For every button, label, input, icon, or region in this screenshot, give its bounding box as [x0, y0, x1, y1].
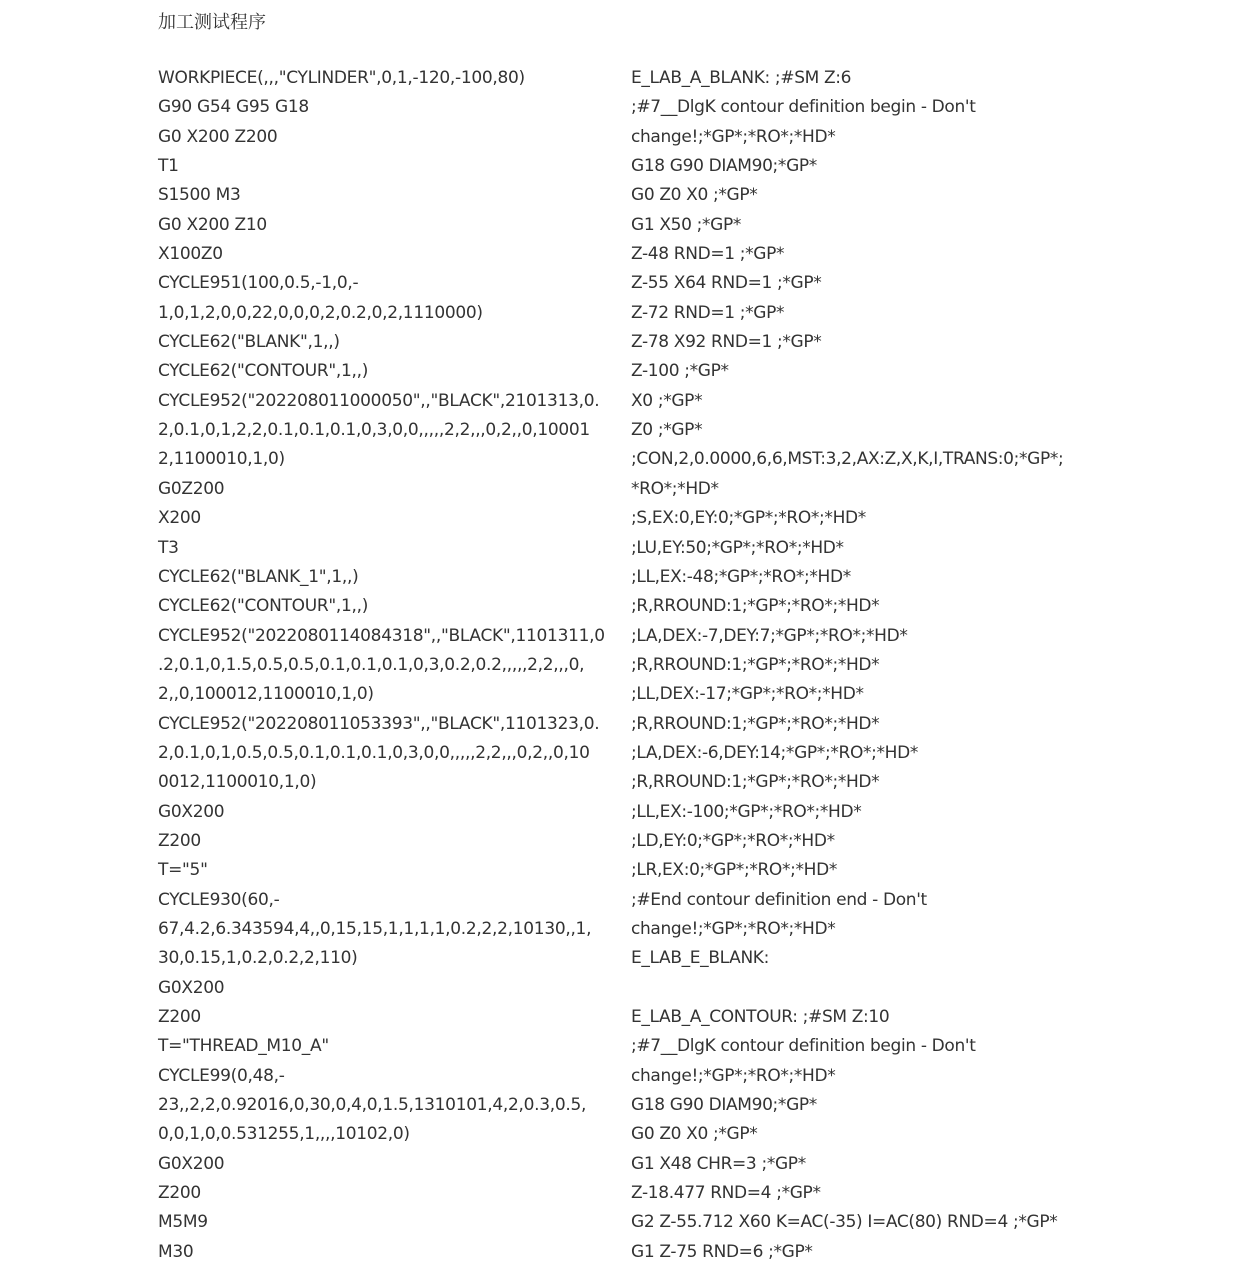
- code-line: 23,,2,2,0.92016,0,30,0,4,0,1.5,1310101,4,2,0.3,0.5,: [158, 1095, 587, 1116]
- code-line: Z-18.477 RND=4 ;*GP*: [631, 1183, 821, 1204]
- code-line: CYCLE62("BLANK_1",1,,): [158, 566, 359, 587]
- code-line: 67,4.2,6.343594,4,,0,15,15,1,1,1,1,0.2,2,2,10130,,1,: [158, 918, 592, 939]
- code-line: ;LR,EX:0;*GP*;*RO*;*HD*: [631, 860, 837, 881]
- code-line: E_LAB_E_BLANK:: [631, 948, 769, 969]
- code-line: ;LA,DEX:-6,DEY:14;*GP*;*RO*;*HD*: [631, 742, 918, 763]
- code-line: ;R,RROUND:1;*GP*;*RO*;*HD*: [631, 596, 880, 617]
- left-code-column: [158, 64, 618, 1267]
- code-line: ;CON,2,0.0000,6,6,MST:3,2,AX:Z,X,K,I,TRANS:0;*GP*;: [631, 449, 1064, 470]
- code-line: ;LL,EX:-100;*GP*;*RO*;*HD*: [631, 801, 862, 822]
- code-line: G90 G54 G95 G18: [158, 97, 309, 118]
- code-line: G0X200: [158, 977, 225, 998]
- code-line: 2,1100010,1,0): [158, 449, 285, 470]
- code-line: Z-100 ;*GP*: [631, 361, 729, 382]
- code-line: ;#7__DlgK contour definition begin - Don't: [631, 1036, 976, 1057]
- code-line: WORKPIECE(,,,"CYLINDER",0,1,-120,-100,80): [158, 68, 525, 88]
- code-line: T1: [158, 156, 179, 177]
- code-line: *RO*;*HD*: [631, 478, 719, 499]
- code-line: ;S,EX:0,EY:0;*GP*;*RO*;*HD*: [631, 508, 866, 529]
- code-line: Z0 ;*GP*: [631, 420, 703, 441]
- right-code-column: [631, 64, 1231, 1267]
- code-line: CYCLE62("CONTOUR",1,,): [158, 361, 369, 382]
- code-line: T="5": [158, 860, 208, 881]
- code-line: 0,0,1,0,0.531255,1,,,,10102,0): [158, 1124, 410, 1145]
- code-line: E_LAB_A_BLANK: ;#SM Z:6: [631, 68, 852, 88]
- code-line: G0 X200 Z200: [158, 126, 278, 147]
- code-line: M5M9: [158, 1212, 208, 1233]
- code-line: CYCLE62("BLANK",1,,): [158, 332, 340, 353]
- code-line: ;R,RROUND:1;*GP*;*RO*;*HD*: [631, 654, 880, 675]
- code-line: G1 Z-75 RND=6 ;*GP*: [631, 1241, 813, 1262]
- code-line: 2,,0,100012,1100010,1,0): [158, 684, 374, 705]
- code-line: ;LL,DEX:-17;*GP*;*RO*;*HD*: [631, 684, 864, 705]
- page-title: 加工测试程序: [158, 12, 266, 33]
- code-line: T="THREAD_M10_A": [158, 1036, 329, 1057]
- code-line: 2,0.1,0,1,2,2,0.1,0.1,0.1,0,3,0,0,,,,,2,2,,,0,2,,0,10001: [158, 420, 590, 441]
- code-line: Z200: [158, 1183, 201, 1204]
- code-line: ;R,RROUND:1;*GP*;*RO*;*HD*: [631, 772, 880, 793]
- code-line: G0X200: [158, 801, 225, 822]
- code-line: .2,0.1,0,1.5,0.5,0.5,0.1,0.1,0.1,0,3,0.2,0.2,,,,,2,2,,,0,: [158, 654, 585, 675]
- code-line: 2,0.1,0,1,0.5,0.5,0.1,0.1,0.1,0,3,0,0,,,,,2,2,,,0,2,,0,10: [158, 742, 590, 763]
- code-line: ;LU,EY:50;*GP*;*RO*;*HD*: [631, 537, 844, 558]
- code-line: G0 Z0 X0 ;*GP*: [631, 185, 758, 206]
- code-line: Z-48 RND=1 ;*GP*: [631, 244, 785, 265]
- code-line: X200: [158, 508, 201, 529]
- code-line: X0 ;*GP*: [631, 390, 703, 411]
- code-line: G18 G90 DIAM90;*GP*: [631, 1095, 817, 1116]
- code-line: [631, 974, 1231, 1003]
- code-line: ;LA,DEX:-7,DEY:7;*GP*;*RO*;*HD*: [631, 625, 908, 646]
- code-line: ;LD,EY:0;*GP*;*RO*;*HD*: [631, 830, 835, 851]
- code-line: G18 G90 DIAM90;*GP*: [631, 156, 817, 177]
- code-line: G2 Z-55.712 X60 K=AC(-35) I=AC(80) RND=4 ;*GP*: [631, 1212, 1058, 1233]
- code-line: CYCLE62("CONTOUR",1,,): [158, 596, 369, 617]
- code-line: 30,0.15,1,0.2,0.2,2,110): [158, 948, 358, 969]
- code-line: Z-72 RND=1 ;*GP*: [631, 302, 785, 323]
- code-line: Z-55 X64 RND=1 ;*GP*: [631, 273, 822, 294]
- code-line: Z-78 X92 RND=1 ;*GP*: [631, 332, 822, 353]
- code-line: G1 X48 CHR=3 ;*GP*: [631, 1153, 806, 1174]
- code-line: CYCLE952("202208011053393",,"BLACK",1101323,0.: [158, 713, 600, 734]
- code-line: ;R,RROUND:1;*GP*;*RO*;*HD*: [631, 713, 880, 734]
- code-line: change!;*GP*;*RO*;*HD*: [631, 1065, 836, 1086]
- code-line: CYCLE952("202208011000050",,"BLACK",2101313,0.: [158, 390, 600, 411]
- code-line: 1,0,1,2,0,0,22,0,0,0,2,0.2,0,2,1110000): [158, 302, 483, 323]
- code-line: G1 X50 ;*GP*: [631, 214, 742, 235]
- code-line: Z200: [158, 830, 201, 851]
- code-line: M30: [158, 1241, 194, 1262]
- code-line: CYCLE99(0,48,-: [158, 1065, 285, 1086]
- code-line: G0X200: [158, 1153, 225, 1174]
- code-line: ;LL,EX:-48;*GP*;*RO*;*HD*: [631, 566, 851, 587]
- code-line: G0Z200: [158, 478, 225, 499]
- code-line: change!;*GP*;*RO*;*HD*: [631, 918, 836, 939]
- code-line: CYCLE951(100,0.5,-1,0,-: [158, 273, 359, 294]
- code-line: S1500 M3: [158, 185, 241, 206]
- code-line: G0 Z0 X0 ;*GP*: [631, 1124, 758, 1145]
- code-line: 0012,1100010,1,0): [158, 772, 317, 793]
- code-line: change!;*GP*;*RO*;*HD*: [631, 126, 836, 147]
- code-line: G0 X200 Z10: [158, 214, 267, 235]
- code-line: E_LAB_A_CONTOUR: ;#SM Z:10: [631, 1007, 890, 1027]
- code-line: ;#7__DlgK contour definition begin - Don't: [631, 97, 976, 118]
- code-line: CYCLE952("2022080114084318",,"BLACK",1101311,0: [158, 625, 605, 646]
- code-line: ;#End contour definition end - Don't: [631, 889, 927, 910]
- code-line: T3: [158, 537, 179, 558]
- code-line: Z200: [158, 1007, 201, 1027]
- code-line: CYCLE930(60,-: [158, 889, 280, 910]
- code-line: X100Z0: [158, 244, 223, 265]
